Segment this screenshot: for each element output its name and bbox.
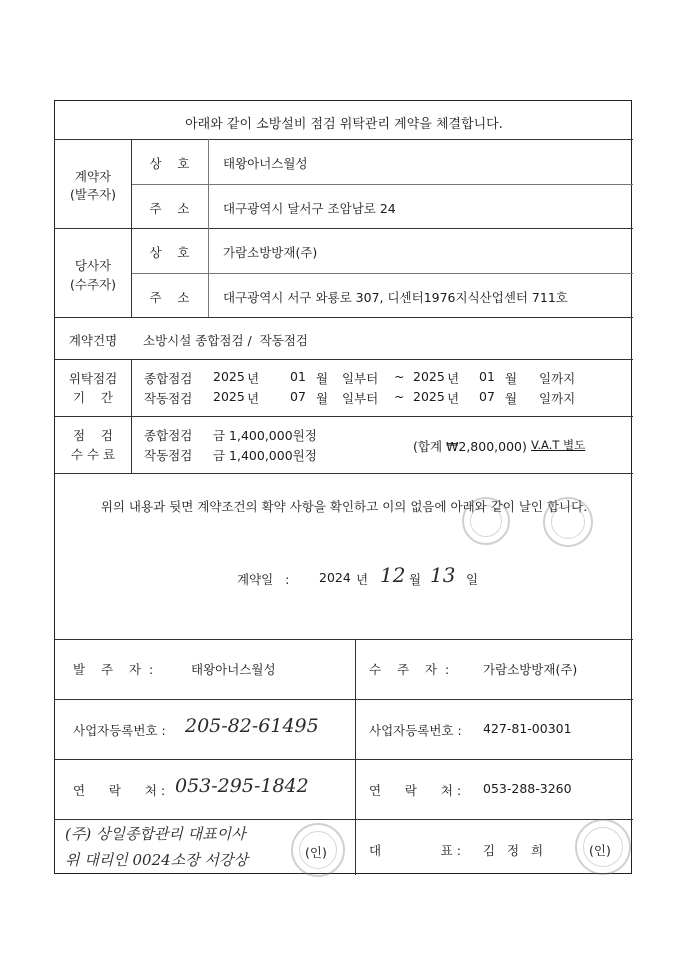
divider <box>355 639 356 875</box>
party-contractor-label: 수 주 자 : <box>369 662 450 677</box>
party-contractor-phone-label: 연 락 처 : <box>369 783 462 798</box>
company-seal-stamp <box>543 497 593 547</box>
divider <box>55 759 633 760</box>
period-tilde: ~ <box>394 369 405 384</box>
divider <box>208 139 209 317</box>
company-seal-stamp <box>462 497 510 545</box>
orderer-addr-label: 주 소 <box>149 201 190 216</box>
divider <box>55 699 633 700</box>
contract-date-unit-month: 월 <box>409 572 422 587</box>
period-month-end: 07 <box>479 389 495 404</box>
party-orderer-reg-value: 205-82-61495 <box>185 715 319 737</box>
orderer-name-label: 상 호 <box>149 156 190 171</box>
contractor-addr-label: 주 소 <box>149 290 190 305</box>
period-label-sub: 기 간 <box>72 390 114 405</box>
divider <box>55 359 633 360</box>
party-contractor-value: 가람소방방재(주) <box>483 662 578 677</box>
contractor-name-value: 가람소방방재(주) <box>223 245 318 260</box>
party-orderer-seal: (인) <box>305 845 327 860</box>
orderer-name-value: 태왕아너스월성 <box>223 156 308 171</box>
divider <box>55 139 633 140</box>
fee-type: 종합점검 <box>144 428 193 443</box>
fee-amount: 금 1,400,000원정 <box>213 428 317 443</box>
confirmation-text: 위의 내용과 뒷면 계약조건의 확약 사항을 확인하고 이의 없음에 아래와 같이 날인 합니다. <box>100 499 588 514</box>
intro-text: 아래와 같이 소방설비 점검 위탁관리 계약을 체결합니다. <box>185 117 503 132</box>
divider <box>55 416 633 417</box>
divider <box>55 473 633 474</box>
fee-type: 작동점검 <box>144 448 193 463</box>
contractor-label: 당사자 <box>74 258 112 273</box>
contract-date-label: 계약일 : <box>237 572 290 587</box>
contractor-name-label: 상 호 <box>149 245 190 260</box>
fee-label: 점 검 <box>72 428 114 443</box>
period-label: 위탁점검 <box>68 371 118 386</box>
divider <box>55 639 633 640</box>
contractor-label-sub: (수주자) <box>70 277 116 292</box>
contract-label: 계약건명 <box>68 333 118 348</box>
period-month-start: 07 <box>290 389 306 404</box>
period-month-end: 01 <box>479 369 495 384</box>
period-year-end: 2025 <box>413 369 445 384</box>
party-contractor-rep-label: 대 표 : <box>369 843 461 858</box>
fee-vat: V.A.T 별도 <box>531 438 586 452</box>
period-until: 일까지 <box>539 371 576 386</box>
party-contractor-rep-value: 김 정 희 <box>483 843 544 858</box>
divider <box>131 273 633 274</box>
unit-month: 월 <box>316 371 329 386</box>
party-orderer-phone-label: 연 락 처 : <box>73 783 166 798</box>
contract-date-unit-year: 년 <box>356 572 369 587</box>
orderer-label: 계약자 <box>74 169 112 184</box>
unit-month: 월 <box>316 391 329 406</box>
party-orderer-phone-value: 053-295-1842 <box>175 775 309 797</box>
party-orderer-value: 태왕아너스월성 <box>191 662 276 677</box>
unit-month: 월 <box>505 391 518 406</box>
contractor-addr-value: 대구광역시 서구 와룡로 307, 디센터1976지식산업센터 711호 <box>223 290 568 305</box>
unit-month: 월 <box>505 371 518 386</box>
period-year-start: 2025 <box>213 389 245 404</box>
period-type: 작동점검 <box>144 391 193 406</box>
period-from: 일부터 <box>342 371 379 386</box>
unit-year: 년 <box>247 371 260 386</box>
orderer-addr-value: 대구광역시 달서구 조암남로 24 <box>223 201 396 216</box>
fee-amount: 금 1,400,000원정 <box>213 448 317 463</box>
contract-date-year: 2024 <box>319 570 351 585</box>
period-year-start: 2025 <box>213 369 245 384</box>
fee-label-sub: 수 수 료 <box>70 447 116 462</box>
divider <box>55 317 633 318</box>
contract-document <box>54 100 632 874</box>
period-until: 일까지 <box>539 391 576 406</box>
divider <box>131 184 633 185</box>
party-contractor-reg-label: 사업자등록번호 : <box>369 723 462 738</box>
contract-date-day: 13 <box>430 563 456 587</box>
period-year-end: 2025 <box>413 389 445 404</box>
party-orderer-sign-line1: (주) 상일종합관리 대표이사 <box>65 825 246 843</box>
unit-year: 년 <box>247 391 260 406</box>
party-orderer-sign-line2: 위 대리인 0024소장 서강상 <box>65 851 248 869</box>
divider <box>55 819 633 820</box>
party-orderer-label: 발 주 자 : <box>73 662 154 677</box>
period-month-start: 01 <box>290 369 306 384</box>
party-contractor-reg-value: 427-81-00301 <box>483 721 572 736</box>
party-orderer-reg-label: 사업자등록번호 : <box>73 723 166 738</box>
contract-value: 소방시설 종합점검 / 작동점검 <box>143 333 309 348</box>
contract-date-unit-day: 일 <box>466 572 479 587</box>
contract-date-month: 12 <box>380 563 406 587</box>
party-contractor-phone-value: 053-288-3260 <box>483 781 572 796</box>
period-type: 종합점검 <box>144 371 193 386</box>
period-tilde: ~ <box>394 389 405 404</box>
divider <box>55 228 633 229</box>
period-from: 일부터 <box>342 391 379 406</box>
divider <box>131 359 132 473</box>
unit-year: 년 <box>447 391 460 406</box>
party-contractor-seal: (인) <box>589 843 611 858</box>
orderer-label-sub: (발주자) <box>70 187 116 202</box>
fee-total: (합계 ₩2,800,000) <box>413 439 527 454</box>
unit-year: 년 <box>447 371 460 386</box>
